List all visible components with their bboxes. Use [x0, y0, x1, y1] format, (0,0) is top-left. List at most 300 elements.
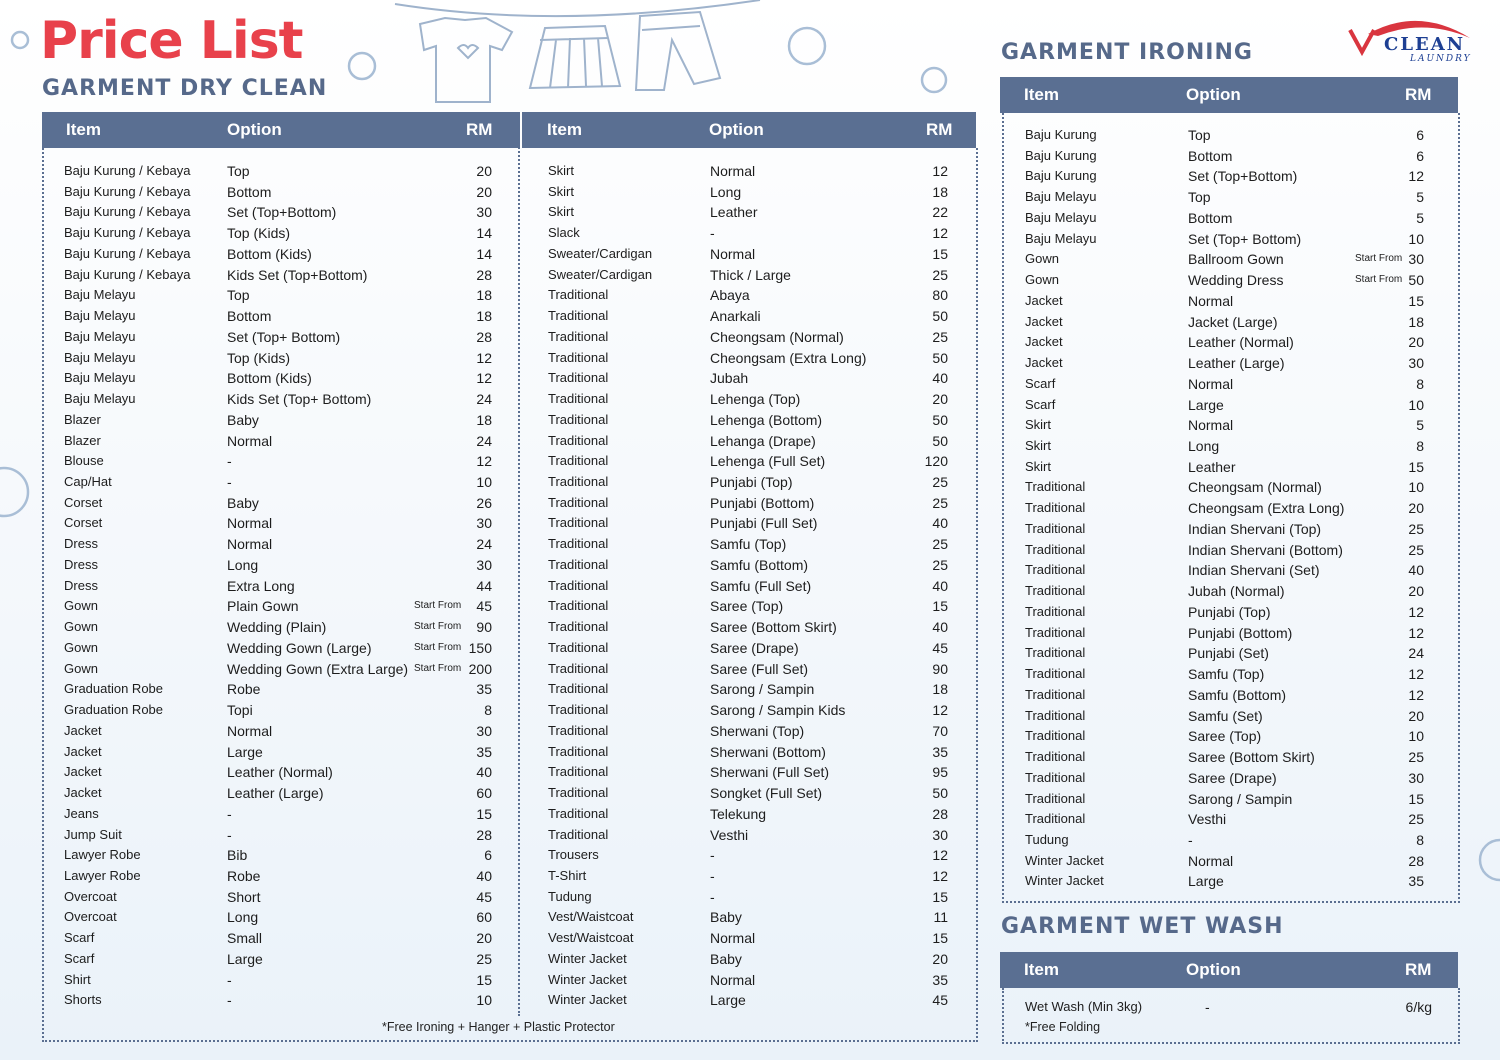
price-row	[1025, 457, 1425, 478]
start-from-label: Start From	[1355, 274, 1403, 286]
item-cell: Traditional	[548, 328, 609, 344]
option-cell: Leather (Normal)	[227, 764, 333, 781]
price-row	[548, 804, 953, 825]
price-cell: 8	[484, 702, 492, 719]
option-cell: Wedding Gown (Large)	[227, 639, 372, 656]
option-cell: -	[710, 867, 715, 884]
price-cell: 24	[476, 536, 492, 553]
price-cell: 50	[932, 785, 948, 802]
price-cell: 25	[1408, 520, 1424, 537]
price-row	[548, 265, 953, 286]
item-cell: Jacket	[64, 743, 102, 759]
col-item: Item	[1024, 960, 1059, 979]
price-row	[548, 700, 953, 721]
item-cell: Traditional	[548, 308, 609, 324]
price-cell: 15	[476, 805, 492, 822]
price-row	[1025, 643, 1425, 664]
price-cell: 90	[476, 619, 492, 636]
ironing-list	[1025, 125, 1425, 892]
price-cell: 20	[1408, 707, 1424, 724]
price-row	[548, 576, 953, 597]
price-row	[548, 949, 953, 970]
col-rm: RM	[466, 120, 493, 139]
col-rm: RM	[1405, 85, 1432, 104]
price-row	[548, 970, 953, 991]
price-row	[548, 410, 953, 431]
item-cell: Gown	[64, 660, 98, 676]
price-row	[1025, 270, 1425, 291]
dry-clean-header-left	[42, 112, 520, 148]
item-cell: Jacket	[64, 785, 102, 801]
item-cell: Gown	[64, 639, 98, 655]
col-rm: RM	[926, 120, 953, 139]
price-cell: 18	[932, 183, 948, 200]
price-cell: 12	[1408, 686, 1424, 703]
item-cell: Baju Melayu	[1025, 189, 1097, 205]
item-cell: Gown	[1025, 251, 1059, 267]
item-cell: Baju Melayu	[64, 308, 136, 324]
option-cell: Bottom	[227, 183, 272, 200]
item-cell: Baju Melayu	[64, 391, 136, 407]
option-cell: Wedding (Plain)	[227, 619, 327, 636]
item-cell: Lawyer Robe	[64, 867, 141, 883]
option-cell: -	[227, 453, 232, 470]
item-cell: Scarf	[64, 950, 95, 966]
item-cell: Jump Suit	[64, 826, 122, 842]
start-from-label: Start From	[414, 641, 462, 653]
option-cell: Punjabi (Top)	[710, 474, 793, 491]
price-row	[64, 617, 494, 638]
option-cell: Saree (Top)	[710, 598, 784, 615]
item-cell: Traditional	[548, 577, 609, 593]
price-cell: 25	[932, 474, 948, 491]
price-cell: 26	[476, 494, 492, 511]
item-cell: Traditional	[548, 764, 609, 780]
option-cell: Long	[710, 183, 742, 200]
item-cell: Scarf	[1025, 396, 1056, 412]
option-cell: Large	[1188, 396, 1224, 413]
price-row	[548, 306, 953, 327]
item-cell: Baju Melayu	[1025, 209, 1097, 225]
option-cell: Indian Shervani (Set)	[1188, 562, 1320, 579]
item-cell: Traditional	[548, 432, 609, 448]
price-row	[1025, 768, 1425, 789]
price-row	[1025, 187, 1425, 208]
start-from-label: Start From	[1355, 253, 1403, 265]
col-option: Option	[709, 120, 764, 139]
price-cell: 12	[476, 453, 492, 470]
price-row	[1025, 830, 1425, 851]
price-cell: 35	[932, 971, 948, 988]
item-cell: Tudung	[1025, 831, 1069, 847]
option-cell: Top	[227, 163, 250, 179]
option-cell: Normal	[710, 971, 756, 988]
price-row	[64, 576, 494, 597]
option-cell: Abaya	[710, 287, 750, 304]
item-cell: Dress	[64, 556, 98, 572]
col-item: Item	[547, 120, 582, 139]
option-cell: Ballroom Gown	[1188, 251, 1284, 268]
item-cell: Traditional	[548, 370, 609, 386]
item-cell: Jeans	[64, 805, 99, 821]
price-row	[548, 202, 953, 223]
option-cell: Cheongsam (Extra Long)	[1188, 500, 1345, 517]
option-cell: Bottom	[227, 308, 272, 325]
option-cell: Indian Shervani (Top)	[1188, 520, 1322, 537]
option-cell: Sherwani (Bottom)	[710, 743, 826, 760]
price-cell: 24	[1408, 645, 1424, 662]
clothesline-shorts-icon	[636, 12, 720, 90]
price-cell: 60	[476, 909, 492, 926]
option-cell: Saree (Full Set)	[710, 660, 809, 677]
logo-name: CLEAN	[1384, 34, 1466, 55]
price-cell: 22	[932, 204, 948, 221]
option-cell: Lehenga (Top)	[710, 391, 801, 408]
price-row	[548, 990, 953, 1011]
price-cell: 25	[932, 536, 948, 553]
item-cell: Sweater/Cardigan	[548, 245, 653, 261]
item-cell: Traditional	[1025, 686, 1086, 702]
option-cell: Cheongsam (Normal)	[1188, 479, 1322, 496]
item-cell: Traditional	[1025, 728, 1086, 744]
item-cell: Skirt	[1025, 458, 1051, 474]
price-row	[64, 825, 494, 846]
item-cell: Winter Jacket	[1025, 852, 1104, 868]
item-cell: Winter Jacket	[1025, 873, 1104, 889]
option-cell: Small	[227, 930, 263, 947]
price-row	[548, 389, 953, 410]
option-cell: Set (Top+Bottom)	[1188, 168, 1298, 185]
item-cell: Baju Kurung / Kebaya	[64, 245, 191, 261]
item-cell: Winter Jacket	[548, 950, 627, 966]
price-row	[1025, 560, 1425, 581]
option-cell: Normal	[227, 432, 273, 449]
option-cell: Leather (Large)	[1188, 355, 1285, 372]
item-cell: Traditional	[1025, 583, 1086, 599]
price-cell: 5	[1416, 189, 1424, 206]
price-row	[64, 410, 494, 431]
price-cell: 12	[1408, 168, 1424, 185]
price-cell: 15	[932, 930, 948, 947]
option-cell: Punjabi (Set)	[1188, 645, 1269, 662]
price-row	[1025, 498, 1425, 519]
price-row	[64, 513, 494, 534]
item-cell: Baju Melayu	[64, 349, 136, 365]
item-cell: Cap/Hat	[64, 474, 112, 490]
price-cell: 30	[476, 515, 492, 532]
option-cell: Saree (Bottom Skirt)	[1188, 749, 1315, 766]
item-cell: Traditional	[1025, 811, 1086, 827]
option-cell: Samfu (Top)	[710, 536, 787, 553]
option-cell: Robe	[227, 867, 261, 884]
item-cell: Baju Kurung / Kebaya	[64, 266, 191, 282]
item-cell: Baju Melayu	[64, 287, 136, 303]
price-row	[64, 845, 494, 866]
bubble-icon	[12, 32, 28, 48]
price-row	[548, 659, 953, 680]
price-cell: 6	[1416, 147, 1424, 164]
option-cell: Kids Set (Top+ Bottom)	[227, 391, 372, 408]
price-cell: 18	[476, 308, 492, 325]
item-cell: Traditional	[548, 411, 609, 427]
logo-subtitle: LAUNDRY	[1410, 54, 1472, 64]
price-cell: 20	[1408, 334, 1424, 351]
item-cell: Traditional	[548, 536, 609, 552]
price-cell: 60	[476, 785, 492, 802]
price-cell: 6	[484, 847, 492, 864]
price-row	[1025, 809, 1425, 830]
dry-clean-note: *Free Ironing + Hanger + Plastic Protector	[382, 1020, 615, 1034]
start-from-label: Start From	[414, 621, 462, 633]
option-cell: Top	[1188, 189, 1211, 206]
col-rm: RM	[1405, 960, 1432, 979]
option-cell: Cheongsam (Normal)	[710, 328, 844, 345]
price-cell: 28	[476, 266, 492, 283]
price-cell: 5	[1416, 417, 1424, 434]
item-cell: Wet Wash (Min 3kg)	[1025, 999, 1143, 1014]
option-cell: Telekung	[710, 805, 767, 822]
option-cell: -	[227, 805, 232, 822]
option-cell: Short	[227, 888, 261, 905]
option-cell: Songket (Full Set)	[710, 785, 823, 802]
item-cell: Dress	[64, 577, 98, 593]
price-row	[64, 555, 494, 576]
price-row	[1025, 581, 1425, 602]
option-cell: Bottom (Kids)	[227, 245, 312, 262]
option-cell: Normal	[227, 722, 273, 739]
price-cell: 12	[932, 867, 948, 884]
item-cell: Skirt	[1025, 417, 1051, 433]
option-cell: Lehenga (Full Set)	[710, 453, 826, 470]
price-cell: 18	[476, 411, 492, 428]
option-cell: Set (Top+ Bottom)	[227, 328, 341, 345]
option-cell: Normal	[1188, 375, 1234, 392]
item-cell: Graduation Robe	[64, 702, 164, 718]
option-cell: -	[710, 225, 715, 242]
price-cell: 30	[476, 204, 492, 221]
option-cell: Indian Shervani (Bottom)	[1188, 541, 1343, 558]
price-row	[1025, 332, 1425, 353]
item-cell: Baju Kurung / Kebaya	[64, 163, 191, 178]
page-title: Price List	[40, 11, 303, 71]
item-cell: Traditional	[1025, 479, 1086, 495]
bubble-icon	[922, 68, 946, 92]
option-cell: Vesthi	[710, 826, 749, 843]
price-cell: 28	[1408, 852, 1424, 869]
price-cell: 44	[476, 577, 492, 594]
item-cell: Traditional	[1025, 520, 1086, 536]
price-row	[64, 431, 494, 452]
option-cell: Set (Top+Bottom)	[227, 204, 337, 221]
item-cell: Traditional	[1025, 500, 1086, 516]
price-row	[64, 285, 494, 306]
option-cell: Extra Long	[227, 577, 295, 594]
option-cell: Normal	[1188, 292, 1234, 309]
dry-clean-left-list	[64, 161, 494, 1011]
price-cell: 40	[476, 764, 492, 781]
price-row	[548, 472, 953, 493]
option-cell: Samfu (Top)	[1188, 666, 1265, 683]
price-row	[1025, 291, 1425, 312]
price-row	[1025, 477, 1425, 498]
option-cell: Kids Set (Top+Bottom)	[227, 266, 368, 283]
item-cell: Jacket	[1025, 334, 1063, 350]
wet-wash-header	[1000, 952, 1458, 988]
item-cell: Scarf	[64, 930, 95, 946]
option-cell: Samfu (Bottom)	[1188, 686, 1287, 703]
col-item: Item	[66, 120, 101, 139]
price-cell: 45	[932, 992, 948, 1009]
price-cell: 25	[932, 494, 948, 511]
price-row	[548, 866, 953, 887]
item-cell: Traditional	[548, 474, 609, 490]
price-row	[548, 638, 953, 659]
item-cell: Baju Kurung	[1025, 168, 1097, 184]
price-row	[548, 845, 953, 866]
option-cell: Leather (Large)	[227, 785, 324, 802]
price-cell: 20	[932, 391, 948, 408]
price-row	[548, 513, 953, 534]
price-row	[64, 721, 494, 742]
item-cell: Traditional	[548, 722, 609, 738]
item-cell: Gown	[1025, 272, 1059, 288]
price-row	[1025, 540, 1425, 561]
option-cell: Wedding Gown (Extra Large)	[227, 660, 409, 677]
price-row	[548, 887, 953, 908]
clothesline-tshirt-icon	[420, 18, 512, 102]
option-cell: Robe	[227, 681, 261, 698]
price-cell: 10	[476, 474, 492, 491]
option-cell: Top (Kids)	[227, 349, 291, 366]
option-cell: Baby	[227, 411, 259, 428]
price-cell: 10	[476, 992, 492, 1009]
price-cell: 95	[932, 764, 948, 781]
item-cell: Baju Kurung	[1025, 127, 1097, 142]
item-cell: Vest/Waistcoat	[548, 909, 634, 925]
option-cell: Plain Gown	[227, 598, 299, 615]
item-cell: Baju Melayu	[64, 328, 136, 344]
dry-clean-right-list	[548, 161, 953, 1011]
item-cell: Traditional	[548, 805, 609, 821]
option-cell: Bottom	[1188, 209, 1233, 226]
option-cell: Bottom	[1188, 147, 1233, 164]
price-row	[548, 327, 953, 348]
price-row	[1025, 125, 1425, 146]
price-row	[1025, 747, 1425, 768]
item-cell: Traditional	[1025, 749, 1086, 765]
option-cell: Long	[227, 556, 259, 573]
price-cell: 30	[1408, 355, 1424, 372]
option-cell: Normal	[710, 245, 756, 262]
price-cell: 28	[932, 805, 948, 822]
price-cell: 20	[1408, 500, 1424, 517]
price-row	[64, 472, 494, 493]
ironing-header	[1000, 77, 1458, 113]
option-cell: Baby	[710, 909, 742, 926]
price-row	[548, 534, 953, 555]
price-cell: 150	[468, 639, 492, 656]
price-cell: 15	[1408, 292, 1424, 309]
option-cell: Saree (Top)	[1188, 728, 1262, 745]
price-cell: 30	[1408, 769, 1424, 786]
price-cell: 15	[1408, 790, 1424, 807]
item-cell: Traditional	[548, 349, 609, 365]
item-cell: Traditional	[1025, 707, 1086, 723]
option-cell: -	[227, 971, 232, 988]
price-cell: 40	[932, 515, 948, 532]
option-cell: -	[227, 992, 232, 1009]
price-row	[64, 368, 494, 389]
price-row	[64, 223, 494, 244]
option-cell: Normal	[227, 515, 273, 532]
col-item: Item	[1024, 85, 1059, 104]
item-cell: Traditional	[548, 681, 609, 697]
option-cell: Set (Top+ Bottom)	[1188, 230, 1302, 247]
bubble-icon	[349, 53, 375, 79]
price-row	[1025, 229, 1425, 250]
price-row	[1025, 519, 1425, 540]
price-row	[64, 327, 494, 348]
price-row	[1025, 726, 1425, 747]
item-cell: T-Shirt	[548, 867, 587, 883]
item-cell: Baju Melayu	[1025, 230, 1097, 246]
option-cell: -	[227, 474, 232, 491]
price-cell: 14	[476, 225, 492, 242]
wet-wash-note: *Free Folding	[1025, 1020, 1101, 1034]
price-cell: 25	[1408, 811, 1424, 828]
item-cell: Baju Kurung / Kebaya	[64, 225, 191, 241]
price-row	[1025, 166, 1425, 187]
price-row	[548, 223, 953, 244]
price-cell: 10	[1408, 728, 1424, 745]
item-cell: Traditional	[548, 494, 609, 510]
price-row	[64, 762, 494, 783]
option-cell: Normal	[710, 163, 756, 179]
price-cell: 45	[932, 639, 948, 656]
price-cell: 15	[932, 888, 948, 905]
price-row	[548, 555, 953, 576]
option-cell: Normal	[227, 536, 273, 553]
price-row	[548, 493, 953, 514]
price-row	[64, 783, 494, 804]
bubble-icon	[789, 28, 825, 64]
item-cell: Jacket	[1025, 313, 1063, 329]
price-cell: 40	[932, 619, 948, 636]
item-cell: Traditional	[1025, 541, 1086, 557]
option-cell: Wedding Dress	[1188, 272, 1284, 289]
option-cell: Top (Kids)	[227, 225, 291, 242]
price-cell: 70	[932, 722, 948, 739]
item-cell: Traditional	[548, 391, 609, 407]
price-row	[548, 783, 953, 804]
price-cell: 80	[932, 287, 948, 304]
price-row	[1025, 395, 1425, 416]
price-row	[548, 907, 953, 928]
option-cell: Saree (Drape)	[710, 639, 799, 656]
option-cell: Large	[227, 950, 263, 967]
price-cell: 12	[1408, 624, 1424, 641]
price-cell: 20	[476, 163, 492, 179]
option-cell: Bottom (Kids)	[227, 370, 312, 387]
price-cell: 35	[1408, 873, 1424, 890]
item-cell: Tudung	[548, 888, 592, 904]
price-row	[548, 928, 953, 949]
bubble-icon	[1480, 840, 1500, 880]
item-cell: Traditional	[1025, 645, 1086, 661]
price-cell: 30	[476, 556, 492, 573]
price-row	[548, 368, 953, 389]
item-cell: Traditional	[1025, 603, 1086, 619]
